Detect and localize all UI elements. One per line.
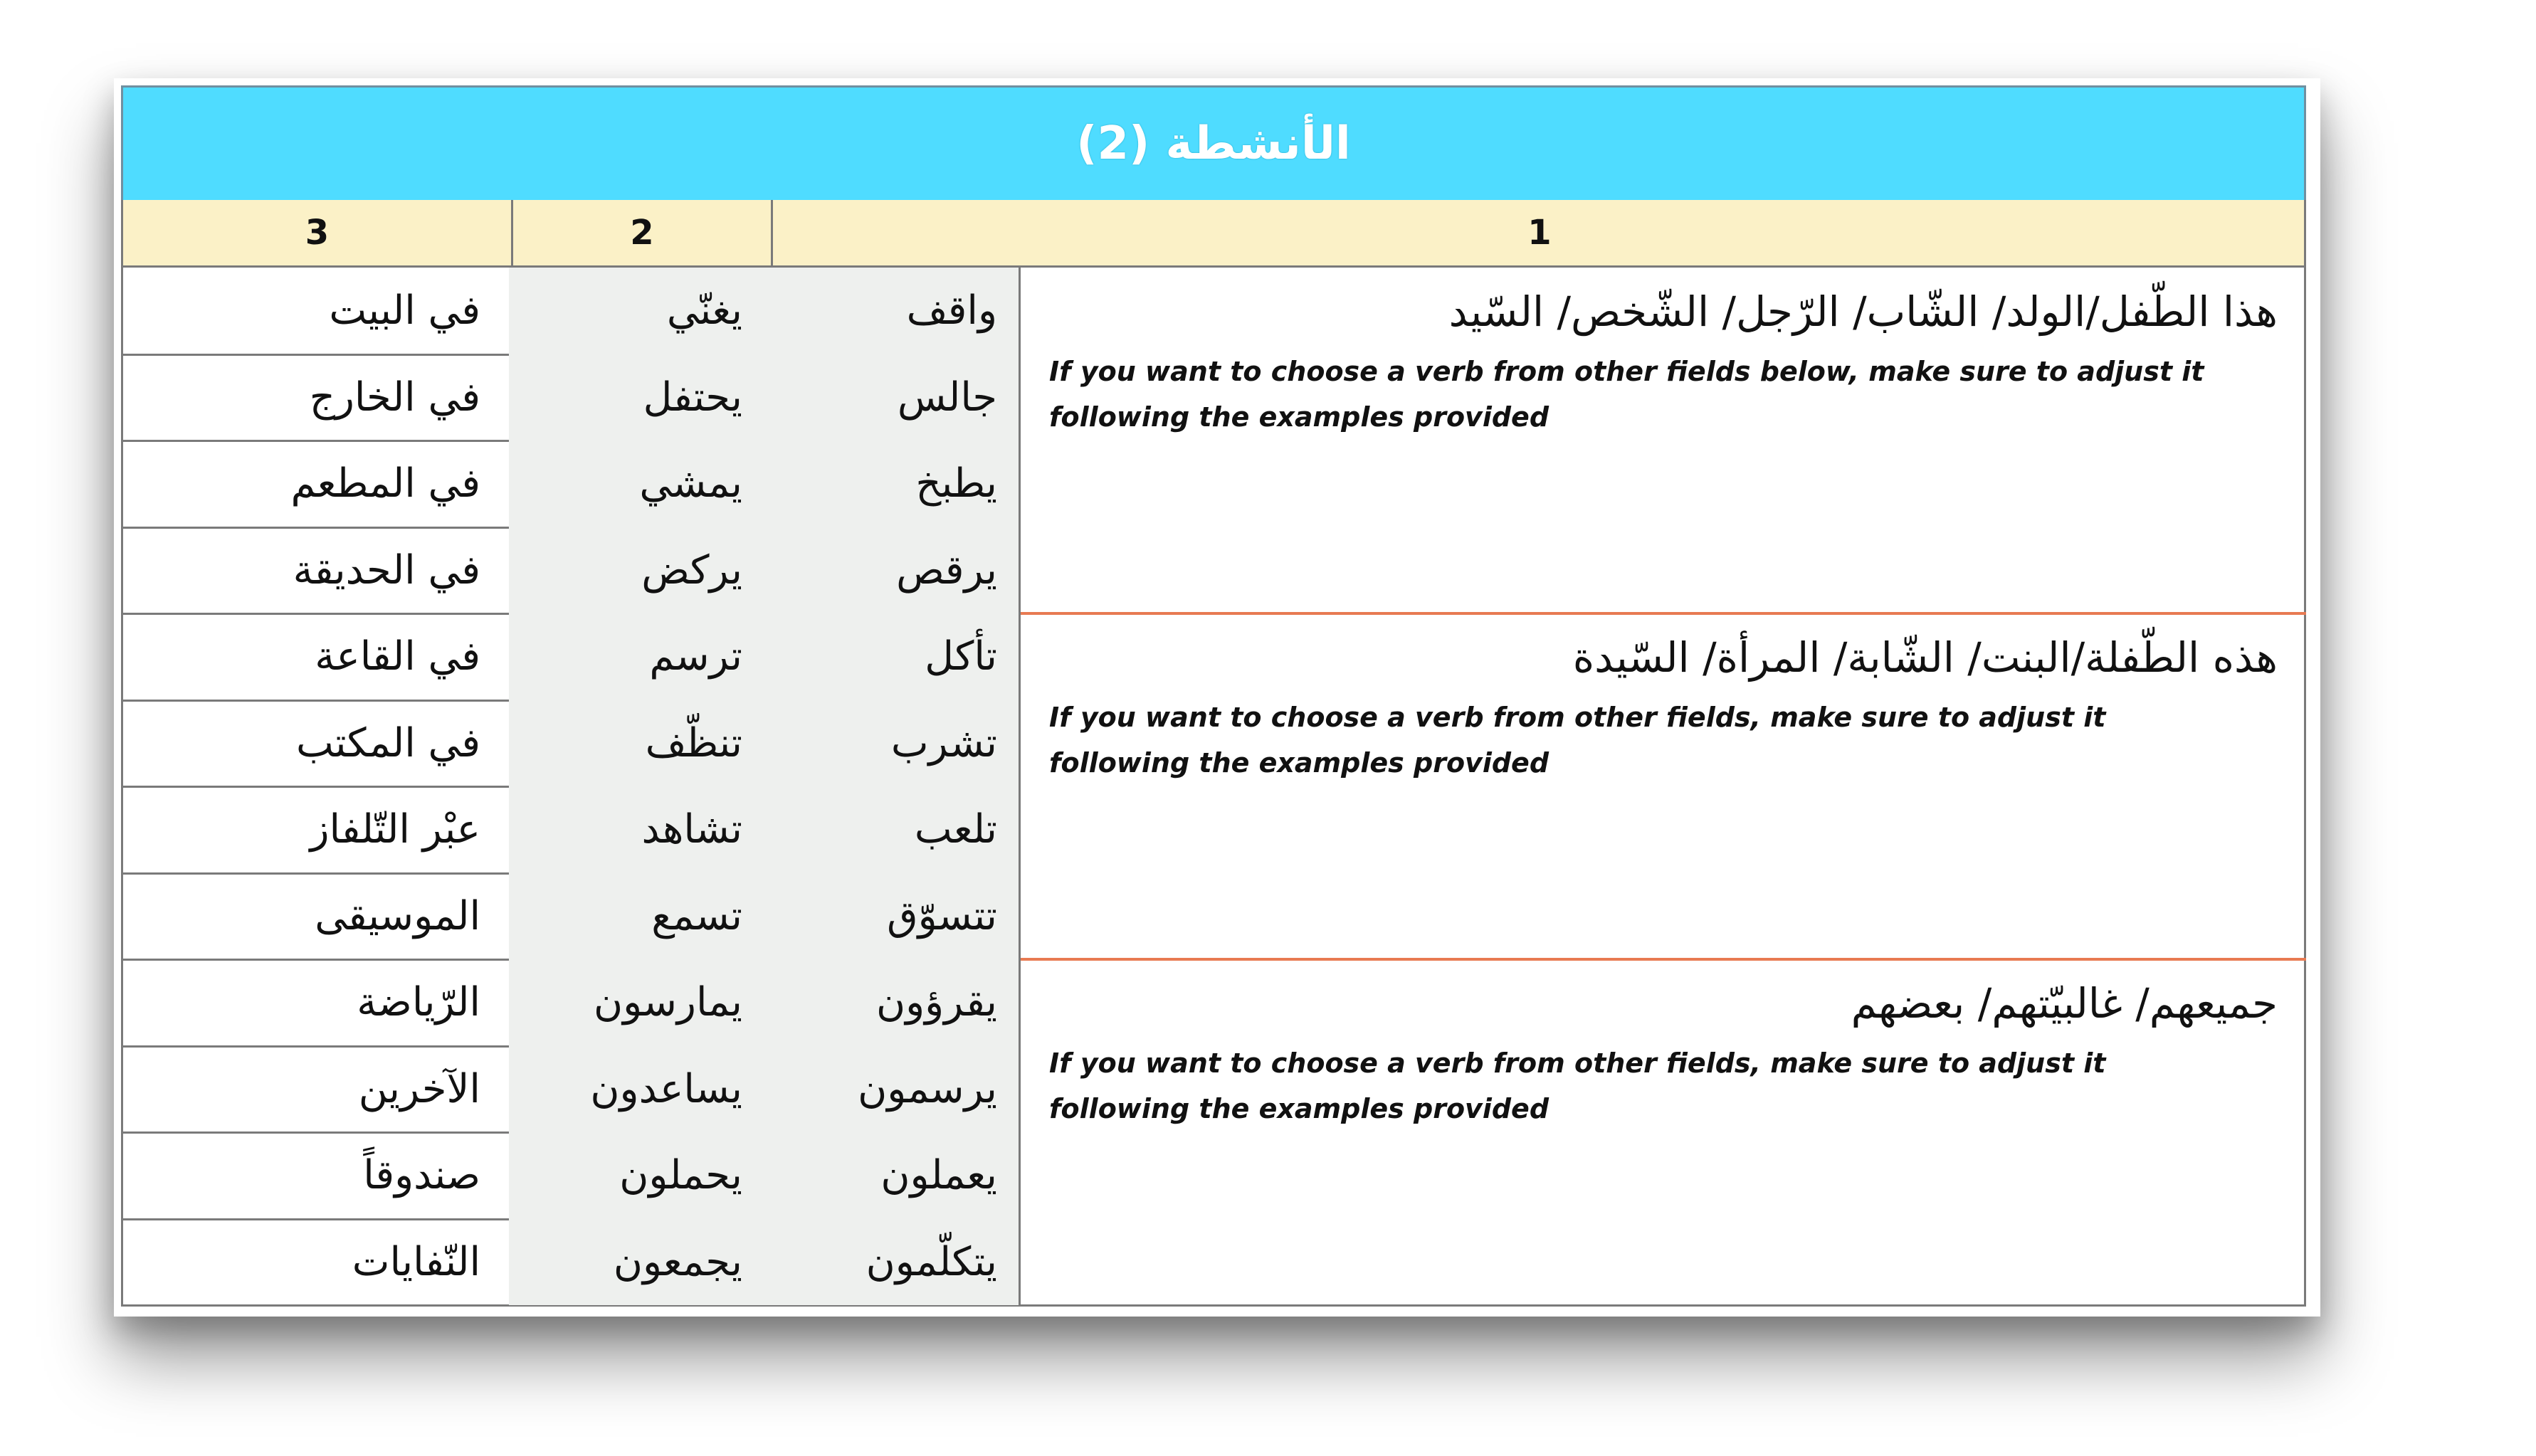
table-title: (2) الأنشطة	[1076, 117, 1351, 170]
subject-block-masculine	[1021, 268, 2306, 611]
place-cell: في البيت	[329, 287, 480, 334]
activities-table-card	[114, 78, 2320, 1317]
subject-block-plural	[1021, 959, 2306, 1304]
verb-cell: تسمع	[509, 873, 764, 960]
verb-cell: يحملون	[509, 1132, 764, 1219]
subject-text: هذه الطّفلة/البنت/ الشّابة/ المرأة/ السّيدة	[1572, 633, 2278, 682]
verb-cell: يحتفل	[509, 354, 764, 441]
place-cell: في المكتب	[295, 719, 480, 766]
verb-cell: يرسمون	[764, 1046, 1019, 1133]
place-cell: صندوقاً	[363, 1152, 480, 1199]
verb-cell: يغنّي	[509, 268, 764, 354]
verb-cell: ترسم	[509, 613, 764, 700]
verb-cell: تأكل	[764, 613, 1019, 700]
column-header-3: 3	[305, 213, 330, 253]
place-cell: الآخرين	[358, 1065, 480, 1112]
instruction-note: If you want to choose a verb from other fields, make sure to adjust it following the examples provided	[1049, 1048, 2106, 1124]
verb-cell: واقف	[764, 268, 1019, 354]
place-cell: في الخارج	[309, 374, 480, 421]
column-header-row	[121, 200, 2306, 268]
place-cell: في المطعم	[290, 460, 480, 507]
instruction-note: If you want to choose a verb from other fields below, make sure to adjust it following the examples provided	[1049, 356, 2204, 433]
place-cell: الموسيقى	[315, 892, 480, 939]
verb-cell: يطبخ	[764, 441, 1019, 527]
table-title-bar	[121, 85, 2306, 202]
verb-cell: تشاهد	[509, 786, 764, 873]
verb-cell: يعملون	[764, 1132, 1019, 1219]
place-cell: في الحديقة	[293, 547, 480, 594]
verb-cell: تلعب	[764, 786, 1019, 873]
verb-cell: يجمعون	[509, 1219, 764, 1306]
place-cell: النّفايات	[352, 1238, 480, 1285]
verb-cell: تنظّف	[509, 700, 764, 787]
instruction-note: If you want to choose a verb from other fields, make sure to adjust it following the examples provided	[1049, 702, 2106, 779]
verb-cell: جالس	[764, 354, 1019, 441]
verb-cell: تتسوّق	[764, 873, 1019, 960]
column-header-1: 1	[771, 200, 2306, 265]
place-cell: الرّياضة	[357, 979, 480, 1026]
verb-cell: يتكلّمون	[764, 1219, 1019, 1306]
verb-cell: يقرؤون	[764, 959, 1019, 1046]
verb-cell: يمشي	[509, 441, 764, 527]
place-cell: عبْر التّلفاز	[310, 806, 480, 853]
verb-cell: يساعدون	[509, 1046, 764, 1133]
place-cell: في القاعة	[315, 633, 480, 680]
verb-cell: يركض	[509, 527, 764, 614]
verb-cell: يمارسون	[509, 959, 764, 1046]
activities-grid	[121, 268, 2306, 1307]
verb-cell: يرقص	[764, 527, 1019, 614]
subject-text: هذا الطّفل/الولد/ الشّاب/ الرّجل/ الشّخص/ السّيد	[1448, 287, 2278, 336]
subject-block-feminine	[1021, 613, 2306, 956]
subject-text: جميعهم/ غالبيّتهم/ بعضهم	[1851, 979, 2278, 1028]
column-header-2: 2	[511, 200, 771, 265]
verb-cell: تشرب	[764, 700, 1019, 787]
